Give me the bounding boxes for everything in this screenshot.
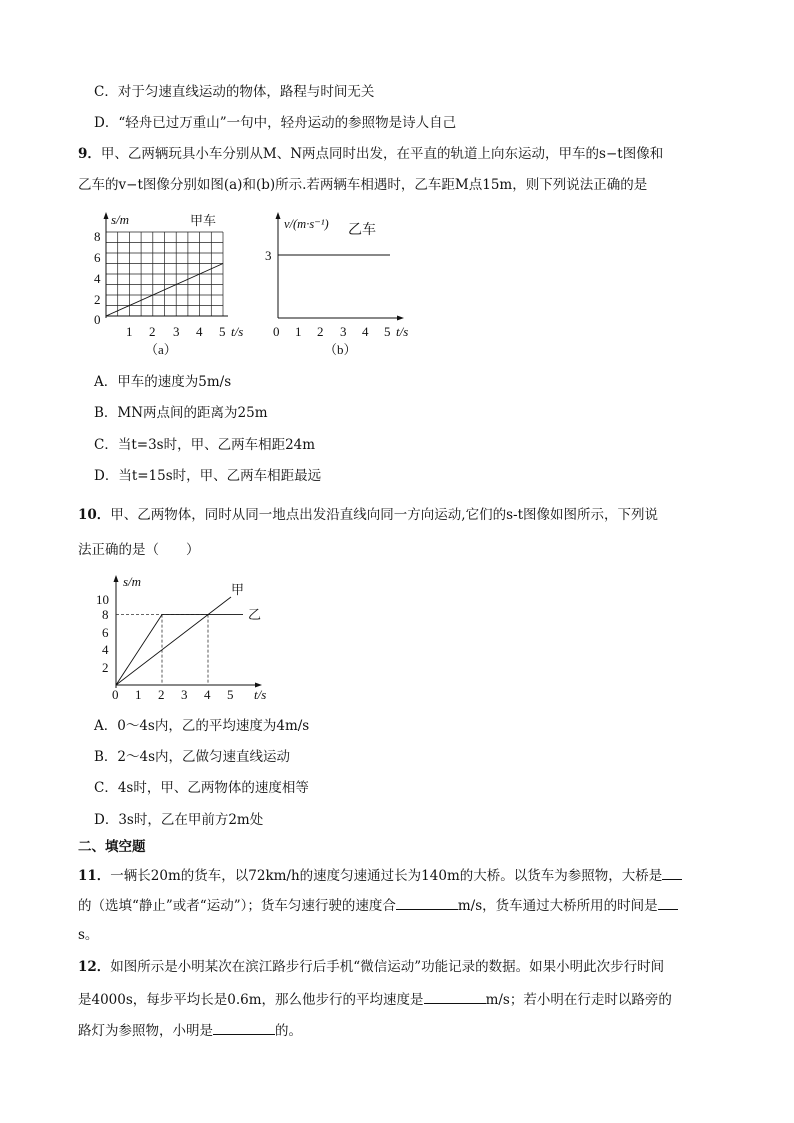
- q10-xtick-2: 2: [158, 687, 165, 702]
- q10-label-jia: 甲: [231, 582, 245, 597]
- graph-a-xlabel: t/s: [231, 324, 244, 339]
- graph-b-xtick-3: 3: [340, 324, 347, 339]
- q10-option-d: D．3s时，乙在甲前方2m处: [94, 812, 264, 828]
- q12-line2-text-b: m/s；若小明在行走时以路旁的: [485, 992, 672, 1008]
- q11-blank-1[interactable]: [662, 864, 682, 880]
- q10-ytick-6: 6: [102, 625, 109, 640]
- q10-stem-text1: 甲、乙两物体，同时从同一地点出发沿直线向同一方向运动,它们的s-t图像如图所示，下列说: [110, 507, 659, 523]
- q10-xtick-0: 0: [112, 687, 119, 702]
- graph-a-ylabel: s/m: [111, 212, 130, 227]
- graph-b-ylabel: v/(m·s⁻¹): [284, 217, 329, 231]
- q10-series-yi: [116, 615, 243, 685]
- graph-b-xtick-4: 4: [362, 324, 369, 339]
- q12-line3: [78, 1019, 302, 1041]
- q12-blank-1[interactable]: [424, 988, 486, 1004]
- q10-ylabel: s/m: [123, 574, 142, 589]
- q10-number: 10．: [78, 507, 111, 523]
- q12-line2: [78, 988, 672, 1010]
- q10-stem-line1: [78, 505, 658, 525]
- graph-a-ytick-8: 8: [94, 229, 101, 244]
- q12-line3-text-a: 路灯为参照物，小明是: [78, 1023, 213, 1039]
- graph-a-xtick-5: 5: [219, 324, 226, 339]
- graph-b-y-arrow: [276, 212, 281, 219]
- graph-b-xtick-0: 0: [273, 324, 280, 339]
- q9-option-d: D．当t=15s时，甲、乙两车相距最远: [94, 468, 322, 484]
- q8-option-c: C．对于匀速直线运动的物体，路程与时间无关: [94, 84, 375, 100]
- q11-line2-text-a: 的（选填“静止”或者“运动”）；货车匀速行驶的速度合: [78, 898, 396, 914]
- graph-a-caption: （a）: [145, 342, 177, 357]
- q8-option-d: D．“轻舟已过万重山”一句中，轻舟运动的参照物是诗人自己: [94, 115, 457, 131]
- q10-xlabel: t/s: [254, 687, 267, 702]
- q10-xtick-1: 1: [135, 687, 142, 702]
- q9-option-c: C．当t=3s时，甲、乙两车相距24m: [94, 437, 316, 453]
- q12-line1: [78, 957, 664, 977]
- graph-b-xlabel: t/s: [396, 324, 409, 339]
- section-title: 二、填空题: [78, 839, 146, 855]
- graph-a-xtick-1: 1: [126, 324, 133, 339]
- q9-stem-text1: 甲、乙两辆玩具小车分别从M、N两点同时出发，在平直的轨道上向东运动，甲车的s−t图像和: [100, 146, 664, 162]
- graph-a-y-arrow: [104, 212, 109, 219]
- q10-ytick-2: 2: [102, 660, 109, 675]
- q11-line2-text-b: m/s，货车通过大桥所用的时间是: [457, 898, 658, 914]
- q10-ytick-4: 4: [102, 642, 109, 657]
- graph-b-xtick-5: 5: [384, 324, 391, 339]
- q10-stem-line2: 法正确的是（ ）: [78, 542, 200, 558]
- q11-line1-text: 一辆长20m的货车，以72km/h的速度匀速通过长为140m的大桥。以货车为参照物，大桥是: [110, 868, 663, 884]
- q12-line3-text-b: 的。: [275, 1023, 302, 1039]
- q10-xtick-4: 4: [204, 687, 211, 702]
- q10-ytick-8: 8: [102, 607, 109, 622]
- q10-option-b: B．2～4s内，乙做匀速直线运动: [94, 749, 291, 765]
- graph-b-title: 乙车: [348, 223, 376, 238]
- graph-a-title: 甲车: [190, 213, 217, 228]
- q9-number: 9．: [78, 146, 101, 162]
- q10-label-yi: 乙: [248, 607, 262, 622]
- q10-ytick-10: 10: [96, 592, 109, 607]
- graph-b-x-arrow: [397, 316, 404, 321]
- q10-xtick-5: 5: [227, 687, 234, 702]
- graph-b-ytick-3: 3: [265, 248, 272, 263]
- q9-stem-line2: 乙车的v−t图像分别如图(a)和(b)所示.若两辆车相遇时，乙车距M点15m，则下列说法正确的是: [78, 177, 648, 193]
- q9-graph-b: [262, 210, 422, 360]
- graph-a-xtick-4: 4: [196, 324, 203, 339]
- q12-number: 12．: [78, 959, 111, 975]
- q10-option-a: A．0～4s内，乙的平均速度为4m/s: [94, 718, 310, 734]
- graph-a-ytick-4: 4: [94, 271, 101, 286]
- q10-series-jia: [116, 597, 231, 685]
- graph-a-ytick-0: 0: [94, 312, 101, 327]
- q10-option-c: C．4s时，甲、乙两物体的速度相等: [94, 780, 309, 796]
- q11-line3: s。: [78, 927, 99, 943]
- q12-line1-text: 如图所示是小明某次在滨江路步行后手机“微信运动”功能记录的数据。如果小明此次步行时间: [110, 959, 665, 975]
- graph-b-xtick-2: 2: [317, 324, 324, 339]
- q12-line2-text-a: 是4000s，每步平均长是0.6m，那么他步行的平均速度是: [78, 992, 424, 1008]
- graph-b-caption: （b）: [324, 342, 357, 357]
- graph-a-grid: [106, 232, 223, 316]
- q9-graph-a: [90, 210, 244, 360]
- q9-option-a: A．甲车的速度为5m/s: [94, 374, 232, 390]
- q11-line2: [78, 894, 678, 916]
- q9-stem-line1: [78, 144, 663, 164]
- graph-a-xtick-2: 2: [149, 324, 156, 339]
- q10-xtick-3: 3: [181, 687, 188, 702]
- q9-option-b: B．MN两点间的距离为25m: [94, 405, 268, 421]
- q12-blank-2[interactable]: [213, 1019, 275, 1035]
- q11-number: 11．: [78, 868, 111, 884]
- q11-line1: [78, 864, 682, 886]
- q10-y-arrow: [114, 575, 119, 582]
- q10-graph: [88, 572, 288, 704]
- graph-a-ytick-2: 2: [94, 292, 101, 307]
- graph-a-xtick-3: 3: [173, 324, 180, 339]
- q11-blank-3[interactable]: [658, 894, 678, 910]
- graph-b-xtick-1: 1: [295, 324, 302, 339]
- graph-a-ytick-6: 6: [94, 250, 101, 265]
- q11-blank-2[interactable]: [396, 894, 458, 910]
